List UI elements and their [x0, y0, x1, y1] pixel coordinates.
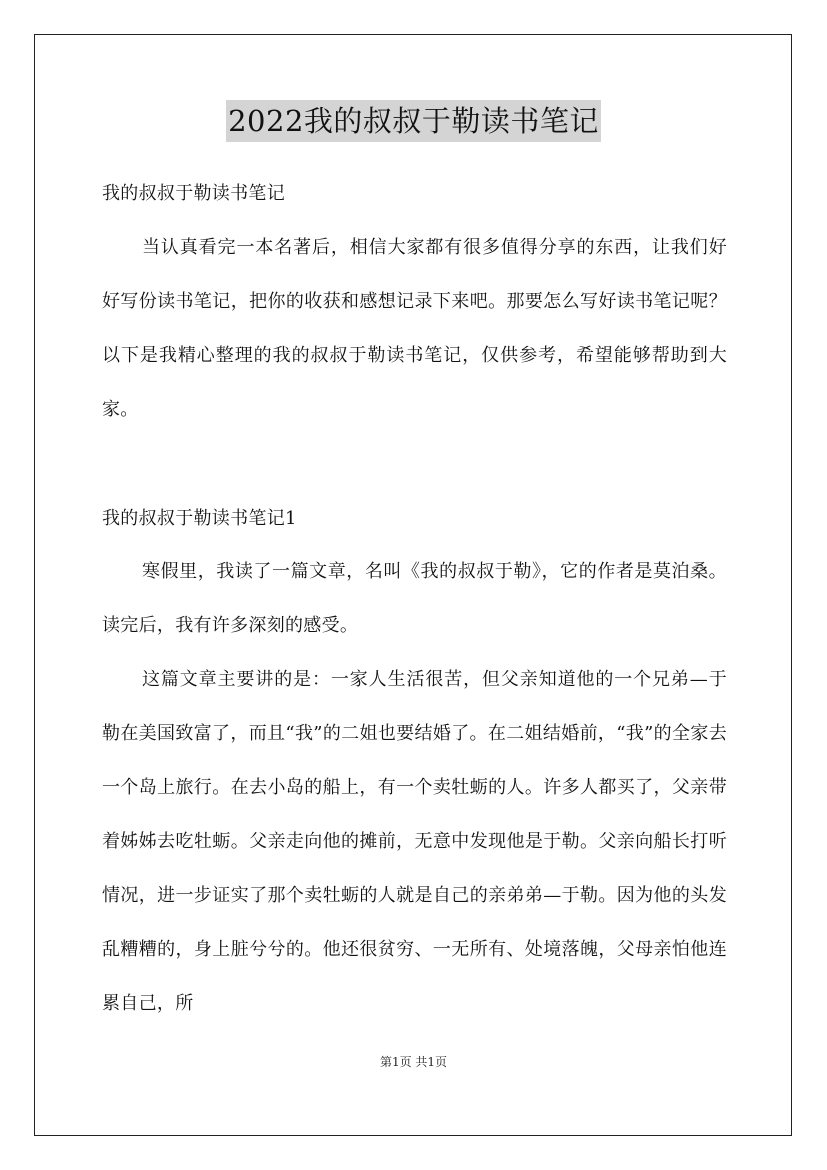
page-footer: 第1页 共1页 [379, 1055, 448, 1069]
document-title: 2022我的叔叔于勒读书笔记 [226, 100, 601, 142]
intro-paragraph: 当认真看完一本名著后，相信大家都有很多值得分享的东西，让我们好好写份读书笔记，把你的收获和感想记录下来吧。那要怎么写好读书笔记呢？以下是我精心整理的我的叔叔于勒读书笔记，仅供参考，希望能够帮助到大家。 [102, 237, 727, 420]
body-paragraph-1: 寒假里，我读了一篇文章，名叫《我的叔叔于勒》，它的作者是莫泊桑。读完后，我有许多深刻的感受。 [102, 561, 727, 636]
document-subtitle: 我的叔叔于勒读书笔记 [102, 183, 285, 204]
section-heading: 我的叔叔于勒读书笔记1 [102, 508, 297, 529]
title-wrap [0, 100, 827, 142]
body-paragraph-2: 这篇文章主要讲的是：一家人生活很苦，但父亲知道他的一个兄弟—于勒在美国致富了，而且“我”的二姐也要结婚了。在二姐结婚前，“我”的全家去一个岛上旅行。在去小岛的船上，有一个卖牡蛎的人。许多人都买了，父亲带着姊姊去吃牡蛎。父亲走向他的摊前，无意中发现他是于勒。父亲向船长打听情况，进一步证实了那个卖牡蛎的人就是自己的亲弟弟—于勒。因为他的头发乱糟糟的，身上脏兮兮的。他还很贫穷、一无所有、处境落魄，父母亲怕他连累自己，所 [102, 669, 727, 1014]
